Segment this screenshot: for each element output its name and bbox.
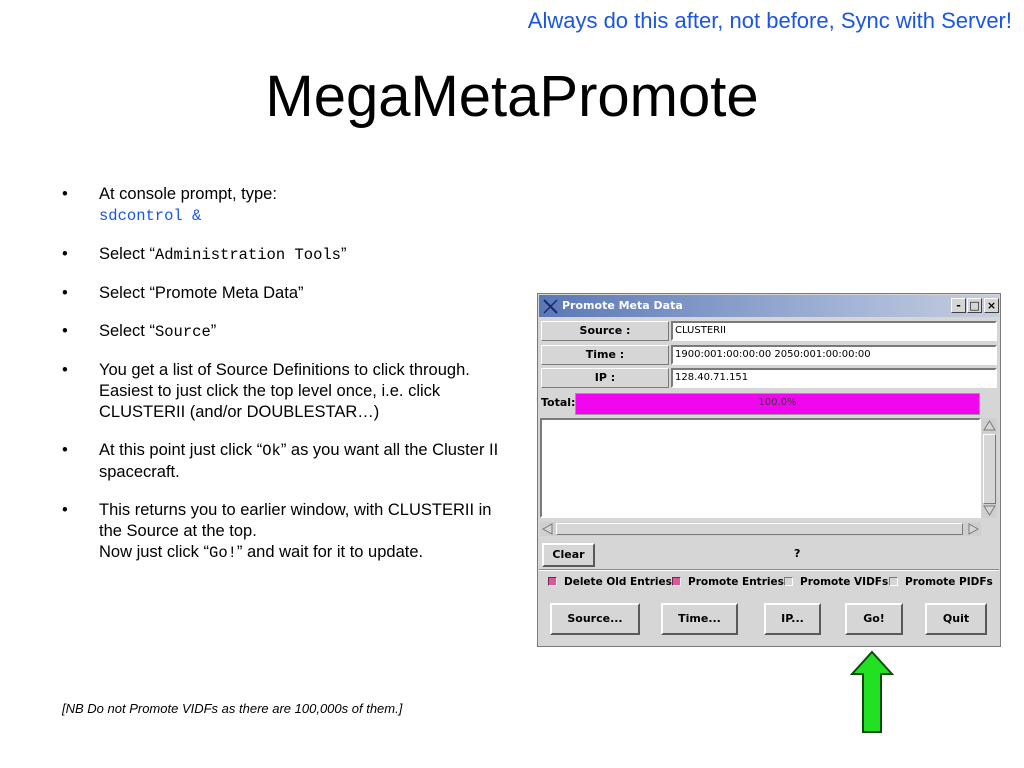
bullet-text-prefix: Select “: [99, 322, 155, 340]
vertical-scrollbar[interactable]: [982, 418, 997, 518]
bullet-dot: •: [62, 441, 68, 459]
delete-old-entries-box[interactable]: [548, 577, 557, 586]
total-label: Total:: [541, 396, 576, 409]
bullet-dot: •: [62, 361, 68, 379]
bullet-item: [62, 283, 512, 304]
promote-vidfs-box[interactable]: [784, 577, 793, 586]
quit-button[interactable]: Quit: [925, 603, 987, 635]
time-label: Time :: [541, 345, 669, 365]
app-x-icon: [542, 298, 559, 315]
promote-entries-checkbox[interactable]: [672, 576, 784, 588]
delete-old-entries-checkbox[interactable]: [548, 576, 672, 588]
bullet-text: This returns you to earlier window, with CLUSTERII in the Source at the top.: [99, 501, 492, 540]
status-text: ?: [794, 547, 801, 560]
bullet-text-prefix: Now just click “: [99, 543, 210, 561]
bullet-item: [62, 500, 512, 564]
bullet-text-suffix: ”: [340, 245, 347, 263]
bullet-text: You get a list of Source Definitions to click through. Easiest to just click the top level once, i.e. click CLUSTERII (and/or DOUBLESTAR…): [99, 361, 470, 421]
bullet-dot: •: [62, 245, 68, 263]
bullet-text-prefix: Select “: [99, 245, 155, 263]
source-list[interactable]: [540, 418, 981, 518]
time-field[interactable]: 1900:001:00:00:00 2050:001:00:00:00: [671, 345, 997, 365]
minimize-button[interactable]: [951, 298, 966, 313]
go-button[interactable]: Go!: [845, 603, 903, 635]
promote-entries-label: Promote Entries: [688, 576, 784, 588]
source-label: Source :: [541, 321, 669, 341]
promote-meta-data-window: [537, 293, 1001, 647]
ip-button[interactable]: IP...: [764, 603, 821, 635]
bullet-text-prefix: At this point just click “: [99, 441, 263, 459]
horizontal-scrollbar[interactable]: [540, 522, 981, 536]
progress-text: 100.0%: [758, 397, 797, 408]
source-field[interactable]: CLUSTERII: [671, 321, 997, 341]
green-up-arrow-icon: [850, 650, 894, 734]
bullet-item: [62, 440, 512, 483]
close-icon: ×: [986, 299, 997, 312]
bullet-item: [62, 184, 512, 227]
nb-note: [NB Do not Promote VIDFs as there are 100,000s of them.]: [62, 701, 403, 716]
window-title: Promote Meta Data: [562, 299, 683, 312]
promote-entries-box[interactable]: [672, 577, 681, 586]
code-text: Ok: [262, 442, 281, 460]
scroll-right-arrow-icon[interactable]: [967, 523, 980, 535]
horizontal-scroll-thumb[interactable]: [556, 523, 963, 535]
bullet-text-suffix: ” as you want all the Cluster II spacecraft.: [99, 441, 499, 481]
promote-vidfs-checkbox[interactable]: [784, 576, 888, 588]
window-titlebar[interactable]: [539, 295, 999, 317]
source-button[interactable]: Source...: [550, 603, 640, 635]
maximize-icon: □: [969, 299, 980, 312]
vertical-scroll-thumb[interactable]: [983, 434, 996, 504]
bullet-dot: •: [62, 284, 68, 302]
scroll-left-arrow-icon[interactable]: [541, 523, 554, 535]
ip-label: IP :: [541, 368, 669, 388]
slide-title: MegaMetaPromote: [265, 64, 759, 129]
bullet-dot: •: [62, 501, 68, 519]
delete-old-entries-label: Delete Old Entries: [564, 576, 672, 588]
bullet-item: [62, 244, 512, 266]
promote-pidfs-label: Promote PIDFs: [905, 576, 993, 588]
promote-pidfs-checkbox[interactable]: [889, 576, 993, 588]
bullet-text: Select “Promote Meta Data”: [99, 284, 304, 302]
command-text: sdcontrol &: [99, 207, 202, 225]
maximize-button[interactable]: [967, 298, 982, 313]
bullet-item: [62, 321, 512, 343]
bullet-item: [62, 360, 512, 423]
bullet-list: [62, 184, 512, 581]
bullet-text-suffix: ”: [210, 322, 217, 340]
time-button[interactable]: Time...: [661, 603, 738, 635]
promote-vidfs-label: Promote VIDFs: [800, 576, 889, 588]
total-progress-bar: [575, 393, 980, 415]
code-text: Source: [154, 323, 211, 341]
clear-button[interactable]: Clear: [542, 543, 595, 567]
bullet-dot: •: [62, 185, 68, 203]
scroll-down-arrow-icon[interactable]: [983, 504, 996, 517]
promote-pidfs-box[interactable]: [889, 577, 898, 586]
code-text: Administration Tools: [154, 246, 341, 264]
bullet-dot: •: [62, 322, 68, 340]
sync-note: Always do this after, not before, Sync with Server!: [527, 8, 1012, 33]
bullet-text-suffix: ” and wait for it to update.: [236, 543, 424, 561]
separator: [539, 569, 999, 571]
code-text: Go!: [209, 544, 237, 562]
ip-field[interactable]: 128.40.71.151: [671, 368, 997, 388]
minimize-icon: -: [956, 299, 961, 312]
bullet-text: At console prompt, type:: [99, 185, 277, 203]
scroll-up-arrow-icon[interactable]: [983, 419, 996, 432]
close-button[interactable]: [984, 298, 999, 313]
